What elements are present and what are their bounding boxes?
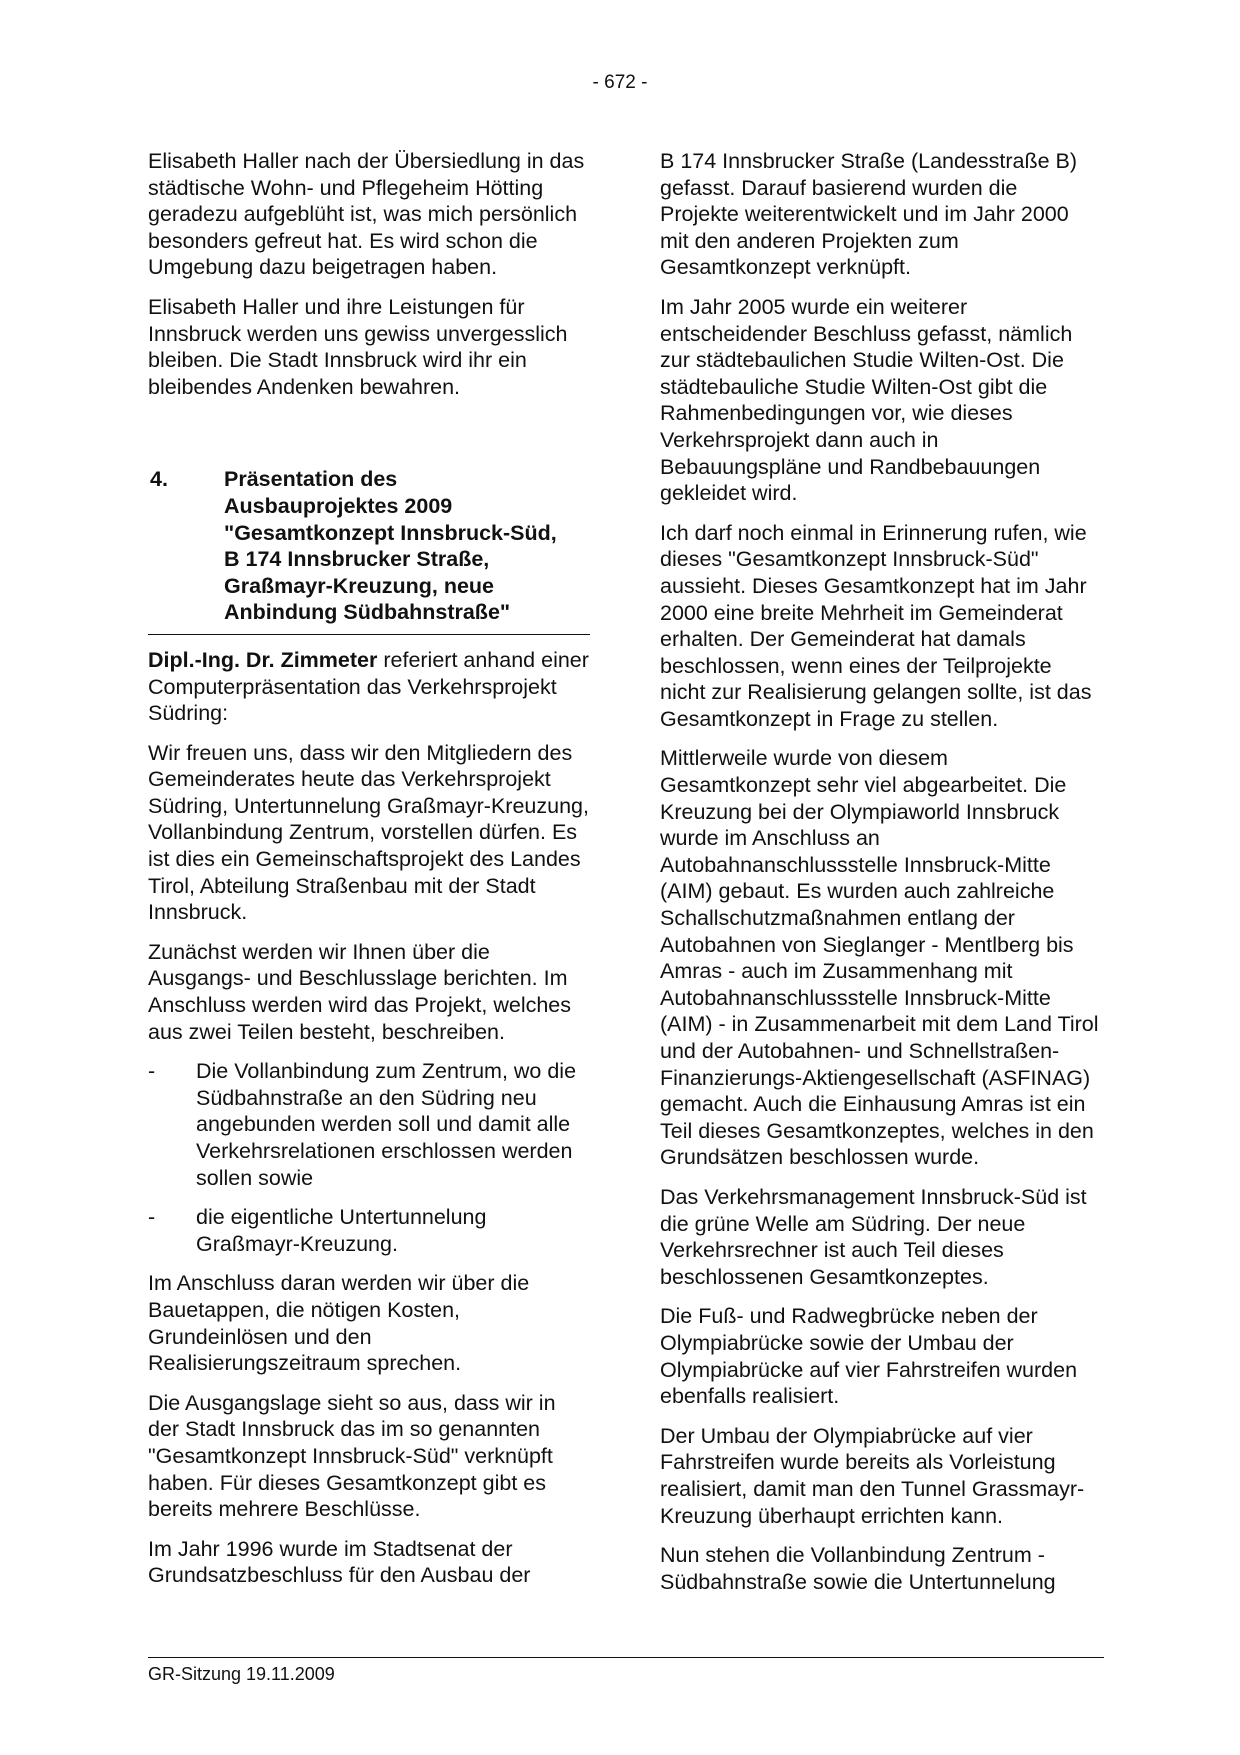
footer-divider bbox=[148, 1657, 1104, 1658]
paragraph: Ich darf noch einmal in Erinnerung rufen, wie dieses "Gesamtkonzept Innsbruck-Süd" aussieht. Dieses Gesamtkonzept hat im Jahr 2000 eine breite Mehrheit im Gemeinderat erhalten. Der Gemeinderat hat damals beschlossen, wenn eines der Teilprojekte nicht zur Realisierung gelangen sollte, ist das Gesamtkonzept in Frage zu stellen. bbox=[660, 520, 1092, 731]
paragraph: B 174 Innsbrucker Straße (Landesstraße B) gefasst. Darauf basierend wurden die Projekte weiterentwickelt und im Jahr 2000 mit den anderen Projekten zum Gesamtkonzept verknüpft. bbox=[660, 149, 1078, 280]
paragraph: Das Verkehrsmanagement Innsbruck-Süd ist die grüne Welle am Südring. Der neue Verkehrsrechner ist auch Teil dieses beschlossenen Gesamtkonzeptes. bbox=[660, 1184, 1087, 1289]
agenda-item-number: 4. bbox=[150, 467, 168, 492]
paragraph: Mittlerweile wurde von diesem Gesamtkonzept sehr viel abgearbeitet. Die Kreuzung bei der Olympiaworld Innsbruck wurde im Anschluss an Autobahnanschlussstelle Innsbruck-Mitte (AIM) gebaut. Es wurden auch zahlreiche Schallschutzmaßnahmen entlang der Autobahnen von Sieglanger - Mentlberg bis Amras - auch im Zusammenhang mit Autobahnanschlussstelle Innsbruck-Mitte (AIM) - in Zusammenarbeit mit dem Land Tirol und der Autobahnen- und Schnellstraßen-Finanzierungs-Aktiengesellschaft (ASFINAG) gemacht. Auch die Einhausung Amras ist ein Teil dieses Gesamtkonzeptes, welches in den Grundsätzen beschlossen wurde. bbox=[660, 746, 1099, 1170]
left-column bbox=[148, 148, 590, 1602]
paragraph: Der Umbau der Olympiabrücke auf vier Fahrstreifen wurde bereits als Vorleistung realisiert, damit man den Tunnel Grassmayr-Kreuzung überhaupt errichten kann. bbox=[660, 1423, 1085, 1528]
list-dash: - bbox=[148, 1059, 156, 1084]
paragraph bbox=[148, 647, 590, 727]
footer-session-date: GR-Sitzung 19.11.2009 bbox=[148, 1664, 335, 1684]
paragraph-text: referiert anhand einer Computerpräsentation das Verkehrsprojekt Südring: bbox=[148, 647, 589, 726]
paragraph: Wir freuen uns, dass wir den Mitgliedern des Gemeinderates heute das Verkehrsprojekt Südring, Untertunnelung Graßmayr-Kreuzung, Vollanbindung Zentrum, vorstellen dürfen. Es ist dies ein Gemeinschaftsprojekt des Landes Tirol, Abteilung Straßenbau mit der Stadt Innsbruck. bbox=[148, 740, 589, 925]
list-dash: - bbox=[148, 1205, 156, 1230]
paragraph: Nun stehen die Vollanbindung Zentrum - Südbahnstraße sowie die Untertunnelung bbox=[660, 1543, 1056, 1594]
list-item bbox=[148, 1204, 590, 1257]
list-item bbox=[148, 1058, 590, 1191]
agenda-item-title: Präsentation des Ausbauprojektes 2009 "Gesamtkonzept Innsbruck-Süd, B 174 Innsbrucker Straße, Graßmayr-Kreuzung, neue Anbindung Südbahnstraße" bbox=[224, 467, 557, 625]
list-item-text: Die Vollanbindung zum Zentrum, wo die Südbahnstraße an den Südring neu angebunden werden soll und damit alle Verkehrsrelationen erschlossen werden sollen sowie bbox=[196, 1059, 577, 1190]
paragraph: Im Jahr 1996 wurde im Stadtsenat der Grundsatzbeschluss für den Ausbau der bbox=[148, 1536, 531, 1588]
paragraph: Im Jahr 2005 wurde ein weiterer entscheidender Beschluss gefasst, nämlich zur städtebaulichen Studie Wilten-Ost. Die städtebauliche Studie Wilten-Ost gibt die Rahmenbedingungen vor, wie dieses Verkehrsprojekt dann auch in Bebauungspläne und Randbebauungen gekleidet wird. bbox=[660, 294, 1073, 506]
paragraph: Zunächst werden wir Ihnen über die Ausgangs- und Beschlusslage berichten. Im Anschluss werden wird das Projekt, welches aus zwei Teilen besteht, beschreiben. bbox=[148, 939, 572, 1044]
paragraph: Die Ausgangslage sieht so aus, dass wir in der Stadt Innsbruck das im so genannten "Gesamtkonzept Innsbruck-Süd" verknüpft haben. Für dieses Gesamtkonzept gibt es bereits mehrere Beschlüsse. bbox=[148, 1390, 556, 1522]
list-item-text: die eigentliche Untertunnelung Graßmayr-Kreuzung. bbox=[196, 1205, 487, 1256]
paragraph: Elisabeth Haller nach der Übersiedlung in das städtische Wohn- und Pflegeheim Hötting geradezu aufgeblüht ist, was mich persönlich besonders gefreut hat. Es wird schon die Umgebung dazu beigetragen haben. bbox=[148, 149, 585, 280]
right-column bbox=[660, 148, 1100, 1608]
speaker-name: Dipl.-Ing. Dr. Zimmeter bbox=[148, 647, 378, 672]
paragraph: Die Fuß- und Radwegbrücke neben der Olympiabrücke sowie der Umbau der Olympiabrücke auf vier Fahrstreifen wurden ebenfalls realisiert. bbox=[660, 1304, 1078, 1409]
page-number: - 672 - bbox=[592, 72, 648, 93]
agenda-item-heading bbox=[148, 466, 590, 635]
paragraph: Im Anschluss daran werden wir über die Bauetappen, die nötigen Kosten, Grundeinlösen und den Realisierungszeitraum sprechen. bbox=[148, 1271, 530, 1376]
paragraph: Elisabeth Haller und ihre Leistungen für Innsbruck werden uns gewiss unvergesslich bleiben. Die Stadt Innsbruck wird ihr ein bleibendes Andenken bewahren. bbox=[148, 294, 568, 399]
